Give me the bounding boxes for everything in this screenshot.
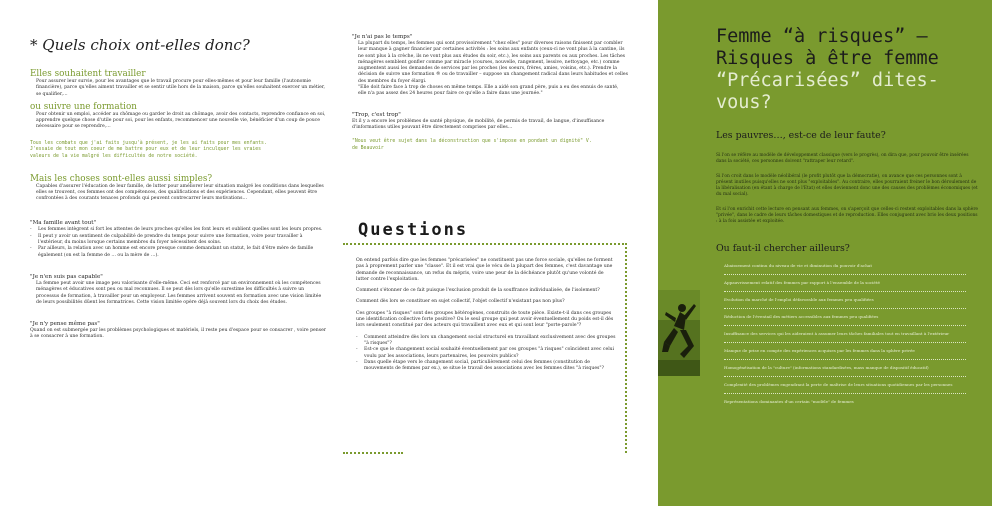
section-heading-simple: Mais les choses sont-elles aussi simples? [30,173,213,184]
list-item: - Il peut y avoir un sentiment de culpabilité de prendre du temps pour suivre une formation, voire pour travailler à l'extérieur, du moins lorsque certains membres du foyer nécessitent des soins. [30,234,326,247]
subheading-family: "Ma famille avant tout" [30,220,97,227]
list-item: Evolution du marché de l'emploi défavorable aux femmes peu qualifiées [724,292,966,309]
list-item: - Par ailleurs, la relation avec un homme est encore presque comme demandant un statut, le fait d'être mère de famille également (on est la femme de … ou la mère de …). [30,246,326,259]
subheading-capable: "Je n'en suis pas capable" [30,273,103,280]
panel-paragraph: Si l'on se réfère au modèle de développement classique (vers le progrès), on dira que, pour pouvoir être insérées dans la société, ces personnes doivent "rattraper leur retard". [716,153,969,164]
questions-title: Questions [358,220,469,240]
question-paragraph: On entend parfois dire que les femmes "précarisées" ne constituent pas une force sociale, qu'elles ne forment pas à proprement parler une "classe". Et il est vrai que le vécu de la plupart des femmes, c'est davantage une demande de reconnaissance, un refus du mépris, voire une peur de la déchéance plutôt qu'une volonté de lutter contre l'exploitation. [356,258,613,282]
dancer-photo [658,290,700,376]
page-title: * Quels choix ont-elles donc? [30,36,250,54]
family-list [30,227,326,258]
right-panel [658,0,992,506]
panel-subheading-fault: Les pauvres…, est-ce de leur faute? [716,130,886,141]
text-capable: La femme peut avoir une image peu valorisante d'elle-même. Ceci est renforcé par un environnement où les compétences ménagères et éducatives sont peu ou mal reconnues. Il se peut dès lors qu'elle surestime les difficultés à suivre un processus de formation, à travailler pour un employeur. Les femmes arrivent souvent en formation avec une vision limitée de leurs possibilités dûent les formatrices. Cette vision limitée opère déjà souvent lors du choix des études. [36,280,322,305]
subheading-too-much: "Trop, c'est trop" [352,111,401,118]
list-item: Homogénéisation de la "culture" (informations standardisées, mass manque de dispositif éducatif) [724,360,966,377]
quote-beauvoir: "Nous veut être sujet dans la déconstruction que s'impose en pondant un dignité" V. de Beauvoir [352,139,592,151]
panel-paragraph: Et si l'on enrichit cette lecture en pensant aux femmes, on s'aperçoit que celles-ci restent exploitables dans la sphère "privée", dans le cadre de leurs tâches domestiques et de reproduction. Elles conjuguent avec brio les deux positions : à la fois assistée et exploitée. [716,207,979,224]
left-column [30,0,326,341]
list-item: - Dans quelle étape vers le changement social, particulièrement celui des femmes (constitution de mouvements de femmes par ex.), se situe le travail des associations avec les femmes dites "à risques"? [356,360,618,373]
panel-paragraph: Si l'on croit dans le modèle néolibéral (le profit plutôt que la démocratie), on avance que ces personnes sont à présent inutiles puisqu'elles ne sont plus "exploitables". Au contraire, elles pourraient freiner le bon déroulement de la libéralisation (en étant à charge de l'Etat) et elles deviennent donc une des causes des problèmes économiques (et du mal social). [716,174,978,197]
section-text-training: Pour obtenir un emploi, accéder au chômage ou garder le droit au chômage, avoir des contacts, reprendre confiance en soi, apprendre quelque chose d'utile pour soi, pour les enfants, recommencer une nouvelle vie, bénéficier d'un coup de pouce nécessaire pour se reprendre,… [36,111,326,130]
list-item: Réduction de l'éventail des métiers accessibles aux femmes peu qualifiées [724,309,966,326]
panel-title-line3: “Précarisées” dites-vous? [716,70,939,113]
text-too-much: Et il y a encore les problèmes de santé physique, de mobilité, de permis de travail, de langue, d'insuffisance d'informations utiles pouvant être directement comprises par elles… [352,118,605,130]
subheading-think: "Je n'y pense même pas" [30,321,100,328]
panel-title-line1: Femme “à risques” — [716,26,928,47]
panel-subheading-elsewhere: Ou faut-il chercher ailleurs? [716,243,850,254]
list-item: Représentations dominantes d'un certain "modèle" de femmes [724,399,854,405]
dancer-silhouette-icon [658,290,700,376]
subheading-time: "Je n'ai pas le temps" [352,34,413,40]
list-item: - Est-ce que le changement social souhaité éventuellement par ces groupes "à risques" coïncident avec celui voulu par les associations, leurs partenaires, les pouvoirs publics? [356,347,618,360]
section-heading-work: Elles souhaitent travailler [30,69,146,79]
questions-frame-bottom [343,452,403,454]
text-time: La plupart du temps, les femmes qui sont provisoirement "chez elles" pour diverses raisons finissent par combler leur manque à gagner financier par certaines activités : les soins aux enfants (ceux-ci ne vont plus à la cantine, ils ne sont plus à la crèche, ils ne vont plus aux études du soir, etc.), les soins aux parents ou aux proches. Les tâches ménagères semblent gonfler comme par miracle (courses, nouvelle, rangement, lessive, nettoyage, etc.) comme augmentent aussi les demandes de services par les proches (les soeurs, frères, amies, voisins, etc.). Prendre la décision de suivre une formation ® ou de travailler – suppose un changement radical dans leurs habitudes et celles des membres du foyer élargi. [358,41,628,84]
question-paragraph: Comment s'étonner de ce fait puisque l'exclusion produit de la souffrance individualisée, de l'isolement? [356,288,600,294]
section-heading-training: ou suivre une formation [30,101,137,112]
list-item: Appauvrissement relatif des femmes par rapport à l'ensemble de la société [724,275,966,292]
questions-text [356,258,618,372]
list-item: - Les femmes intègrent si fort les attentes de leurs proches qu'elles les font leurs et oublient quelles sont les leurs propres. [30,227,326,233]
question-paragraph: Comment dès lors se constituer en sujet collectif, l'objet collectif n'existant pas non plus? [356,299,565,305]
causes-list [658,254,992,410]
question-paragraph: Ces groupes "à risques" sont des groupes hétérogènes, construits de toute pièce. Existe-t-il dans ces groupes une identification collective forte positive? Ou le seul groupe qui peut avoir éventuellement du poids est-il dès lors seulement constitué par des acteurs qui travaillent avec eux et qui sont leur "porte-parole"? [356,310,614,329]
panel-title-line2: Risques à être femme [716,48,939,69]
list-item: Manque de prise en compte des expériences acquises par les femmes dans la sphère privée [724,343,966,360]
text-time-quote: "Elle doit faire face à trop de choses en même temps. Elle a aidé son grand père, puis a eu des ennuis de santé, elle n'a pas assez des 24 heures pour faire ce qu'elle a faire dans une journée." [358,85,619,97]
list-item: Insuffisance des services qui les aideraient à assumer leurs tâches familiales tout en travaillant à l'extérieur [724,326,966,343]
quote-children: Tous les combats que j'ai faits jusqu'à présent, je les ai faits pour mes enfants. J'essaie de tout mon coeur de me battre pour eux et de leur inculquer les vraies valeurs de la vie malgré les difficultés de notre société. [30,140,267,159]
section-text-work: Pour assurer leur survie, pour les avantages que le travail procure pour elles-mêmes et pour leur famille (l'autonomie financière), parce qu'elles aiment travailler et se sentir utile hors de la maison, parce qu'elles souhaitent exercer un métier, se qualifier,… [36,79,325,97]
list-item: Complexité des problèmes engendrant la perte de maîtrise de leurs situations quotidiennes par les personnes [724,377,966,394]
text-think: Quand on est submergée par les problèmes psychologiques et matériels, il reste peu d'espace pour se consacrer , voire penser à se consacrer à une formation. [30,328,326,340]
middle-column [352,0,628,152]
section-text-simple: Capables d'assurer l'éducation de leur famille, de lutter pour améliorer leur situation malgré les conditions dans lesquelles elles se trouvent, ces femmes ont des compétences, des qualifications et des expériences. Cependant, elles peuvent être confrontées à des courants tenaces profonds qui peuvent contrecarrer leurs motivations… [36,183,324,202]
question-list [356,335,618,373]
list-item: - Comment atteindre dès lors un changement social structurel en travaillant exclusivement avec des groupes "à risques"? [356,335,618,348]
list-item: Abaissement continu du niveau de vie et diminution du pouvoir d'achat [724,258,966,275]
